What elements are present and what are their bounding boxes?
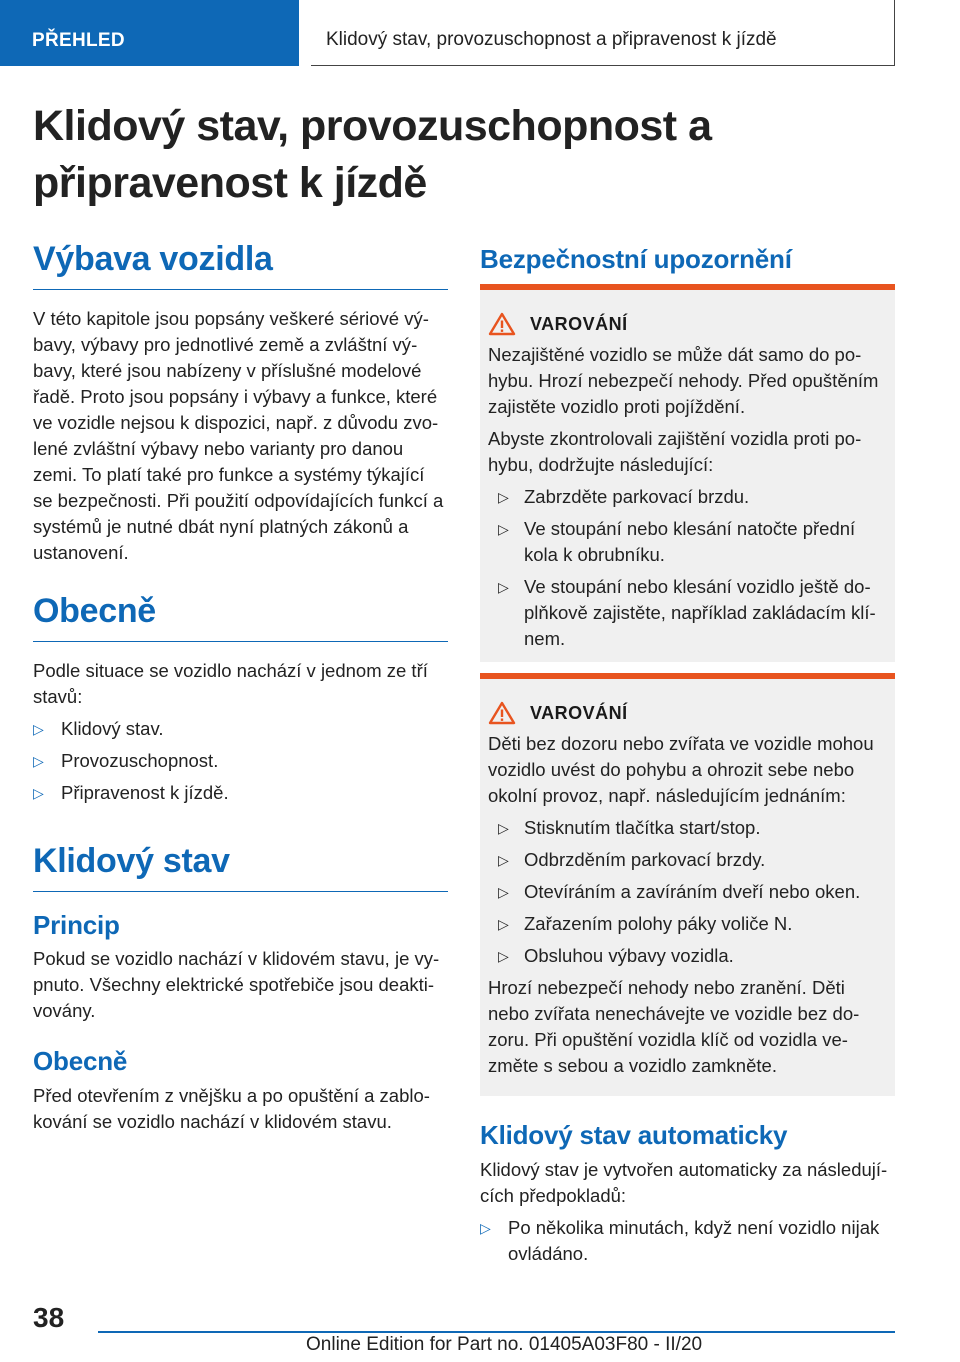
triangle-bullet-icon: ▷ (33, 753, 44, 769)
page-header (0, 0, 960, 66)
list-item: ▷ Obsluhou výbavy vozidla. (488, 943, 887, 969)
warning-triangle-icon (488, 701, 516, 725)
list-states (33, 716, 448, 812)
warning-label: VAROVÁNÍ (530, 702, 628, 723)
list-item: ▷ Ve stoupání nebo klesání vozidlo ještě doplňkově zajistěte, například zakládacím klínem. (498, 576, 876, 649)
heading-klidovy-automaticky: Klidový stav automaticky (480, 1120, 788, 1150)
list-item: ▷ Připravenost k jízdě. (33, 780, 448, 806)
heading-obecne: Obecně (33, 592, 448, 642)
heading-vybava: Výbava vozidla (33, 240, 448, 290)
triangle-bullet-icon: ▷ (498, 948, 509, 964)
paragraph-automaticky: Klidový stav je vytvořen automaticky za následujících předpokladů: (480, 1159, 888, 1206)
warning-text: Hrozí nebezpečí nehody nebo zranění. Děti nebo zvířata nenechávejte ve vozidle bez dozoru. Při opuštění vozidla klíč od vozidla vezměte s sebou a vozidlo zamkněte. (488, 977, 860, 1076)
triangle-bullet-icon: ▷ (498, 579, 509, 595)
section-tab[interactable]: PŘEHLED (0, 0, 299, 66)
warning-box-2 (480, 673, 895, 1096)
warning-list (488, 815, 887, 969)
paragraph-obecne: Podle situace se vozidlo nachází v jednom ze tří stavů: (33, 660, 428, 707)
list-item: ▷ Zabrzděte parkovací brzdu. (488, 484, 887, 510)
list-item: ▷ Ve stoupání nebo klesání natočte přední kola k obrubníku. (498, 518, 856, 565)
warning-box-1 (480, 284, 895, 662)
footer-divider (98, 1331, 895, 1333)
triangle-bullet-icon: ▷ (33, 785, 44, 801)
triangle-bullet-icon: ▷ (498, 884, 509, 900)
paragraph-vybava: V této kapitole jsou popsány veškeré sériové výbavy, výbavy pro jednotlivé země a zvláštní výbavy, které jsou nabízeny v příslušné modelové řadě. Proto jsou popsány i výbavy a funkce, které ve vozidle nejsou k dispozici, např. z důvodu zvolené zvláštní výbavy nebo varianty pro danou zemi. To platí také pro funkce a systémy týkající se bezpečnosti. Při použití odpovídajících funkcí a systémů je nutné dbát nyní platných zákonů a ustanovení. (33, 308, 444, 563)
list-item: ▷ Klidový stav. (33, 716, 448, 742)
triangle-bullet-icon: ▷ (33, 721, 44, 737)
heading-bezpecnost: Bezpečnostní upozornění (480, 244, 792, 274)
list-item: ▷ Po několika minutách, když není vozidlo nijak ovládáno. (480, 1217, 880, 1264)
heading-obecne-2: Obecně (33, 1046, 128, 1076)
paragraph-obecne-2: Před otevřením z vnějšku a po opuštění a zablokování se vozidlo nachází v klidovém stavu. (33, 1085, 430, 1132)
warning-label: VAROVÁNÍ (530, 313, 628, 334)
list-item: ▷ Odbrzděním parkovací brzdy. (488, 847, 887, 873)
warning-header (488, 699, 887, 727)
heading-princip: Princip (33, 910, 120, 940)
heading-klidovy-stav: Klidový stav (33, 842, 448, 892)
triangle-bullet-icon: ▷ (498, 820, 509, 836)
list-item: ▷ Zařazením polohy páky voliče N. (488, 911, 887, 937)
header-title-box (311, 0, 895, 66)
footer-edition: Online Edition for Part no. 01405A03F80 - II/20 (306, 1334, 703, 1355)
warning-text: Nezajištěné vozidlo se může dát samo do pohybu. Hrozí nebezpečí nehody. Před opuštěním zajistěte vozidlo proti pojíždění. (488, 344, 879, 417)
triangle-bullet-icon: ▷ (480, 1220, 491, 1236)
list-automaticky (480, 1215, 895, 1273)
warning-list (488, 484, 887, 652)
list-item: ▷ Provozuschopnost. (33, 748, 448, 774)
list-item: ▷ Stisknutím tlačítka start/stop. (488, 815, 887, 841)
triangle-bullet-icon: ▷ (498, 489, 509, 505)
warning-triangle-icon (488, 312, 516, 336)
paragraph-princip: Pokud se vozidlo nachází v klidovém stavu, je vypnuto. Všechny elektrické spotřebiče jsou deaktivovány. (33, 948, 440, 1021)
list-item: ▷ Otevíráním a zavíráním dveří nebo oken. (488, 879, 887, 905)
page-title: Klidový stav, provozuschopnost a připravenost k jízdě (33, 102, 712, 207)
triangle-bullet-icon: ▷ (498, 852, 509, 868)
warning-header (488, 310, 887, 338)
warning-text: Abyste zkontrolovali zajištění vozidla proti pohybu, dodržujte následující: (488, 428, 862, 475)
warning-text: Děti bez dozoru nebo zvířata ve vozidle mohou vozidlo uvést do pohybu a ohrozit sebe nebo okolní provoz, např. následujícím jednáním: (488, 733, 874, 806)
triangle-bullet-icon: ▷ (498, 916, 509, 932)
page-number: 38 (33, 1302, 65, 1333)
header-title: Klidový stav, provozuschopnost a připravenost k jízdě (326, 29, 777, 50)
triangle-bullet-icon: ▷ (498, 521, 509, 537)
